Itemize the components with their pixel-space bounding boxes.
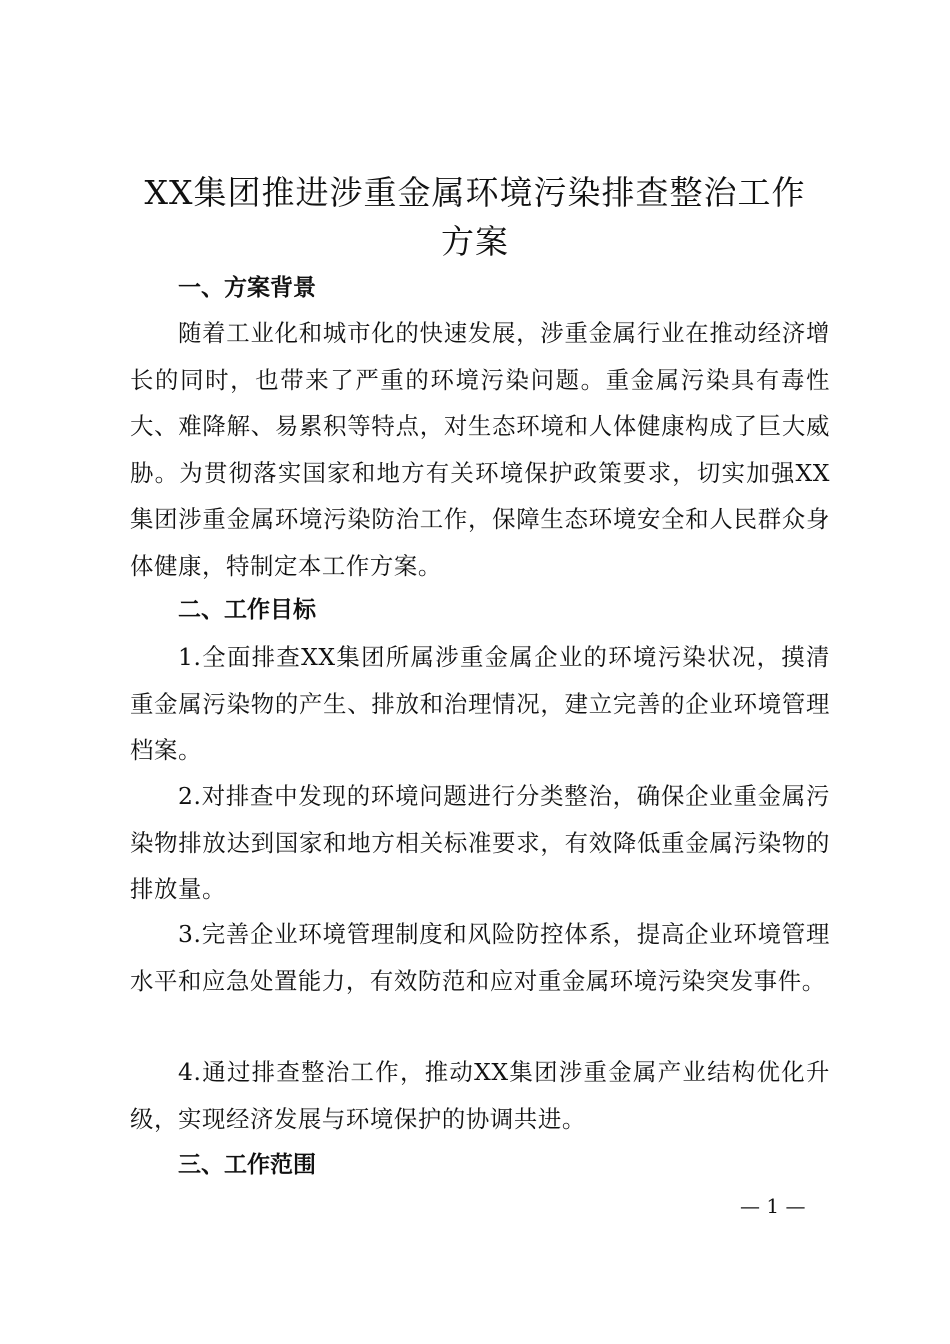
page-number: — 1 — <box>740 1194 806 1218</box>
goal-item-1: 1.全面排查XX集团所属涉重金属企业的环境污染状况，摸清重金属污染物的产生、排放和治理情况，建立完善的企业环境管理档案。 <box>130 643 830 764</box>
goal-item-2: 2.对排查中发现的环境问题进行分类整治，确保企业重金属污染物排放达到国家和地方相关标准要求，有效降低重金属污染物的排放量。 <box>130 782 830 903</box>
section-heading-background: 一、方案背景 <box>178 275 316 301</box>
title-line-1: XX集团推进涉重金属环境污染排查整治工作 <box>144 173 806 212</box>
goal-item-4: 4.通过排查整治工作，推动XX集团涉重金属产业结构优化升级，实现经济发展与环境保护的协调共进。 <box>130 1058 830 1133</box>
section-heading-goals: 二、工作目标 <box>178 597 316 623</box>
title-line-2: 方案 <box>441 222 509 261</box>
paragraph-background: 随着工业化和城市化的快速发展，涉重金属行业在推动经济增长的同时，也带来了严重的环境污染问题。重金属污染具有毒性大、难降解、易累积等特点，对生态环境和人体健康构成了巨大威胁。为贯彻落实国家和地方有关环境保护政策要求，切实加强XX集团涉重金属环境污染防治工作，保障生态环境安全和人民群众身体健康，特制定本工作方案。 <box>130 319 830 580</box>
document-title <box>100 168 850 266</box>
section-heading-scope: 三、工作范围 <box>178 1152 316 1178</box>
goal-item-3: 3.完善企业环境管理制度和风险防控体系，提高企业环境管理水平和应急处置能力，有效防范和应对重金属环境污染突发事件。 <box>130 920 830 995</box>
